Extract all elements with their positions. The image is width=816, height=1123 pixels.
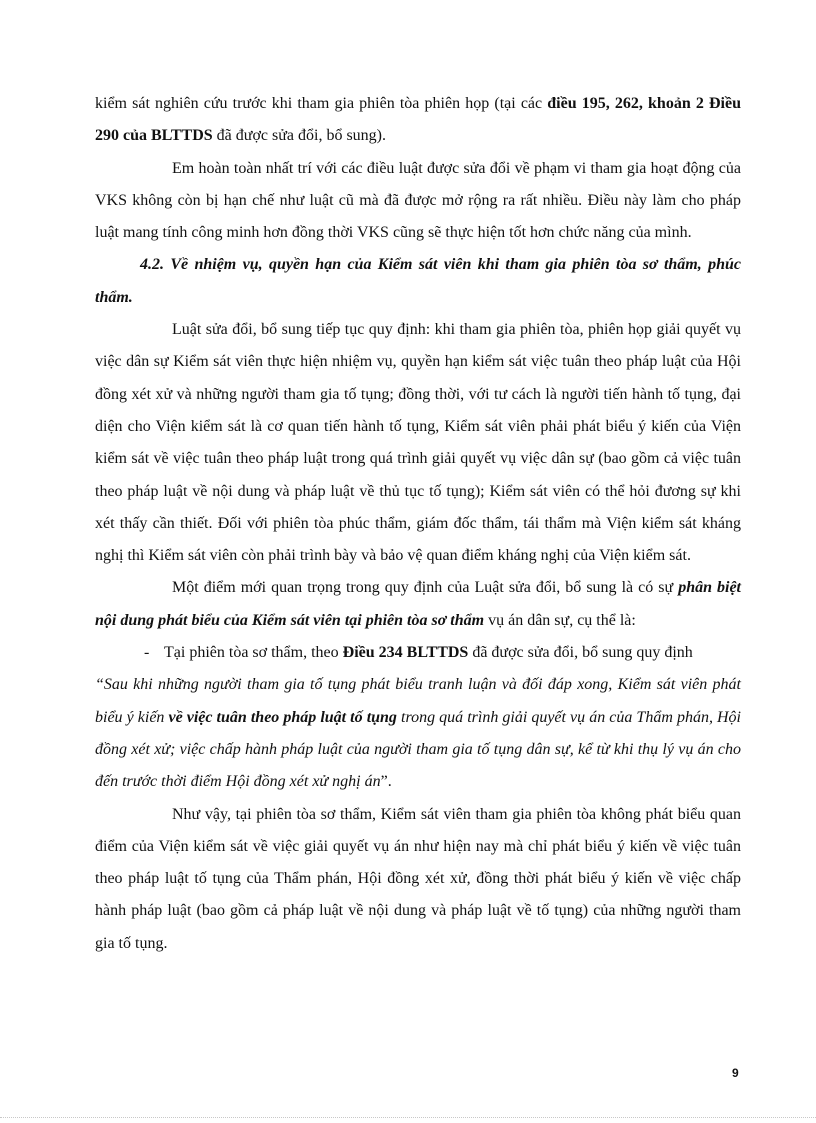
paragraph-3: Luật sửa đổi, bổ sung tiếp tục quy định: khi tham gia phiên tòa, phiên họp giải quyết vụ việc dân sự Kiểm sát viên thực hiện nhiệm vụ, quyền hạn kiểm sát việc tuân theo pháp luật của Hội đồng xét xử và những người tham gia tố tụng; đồng thời, với tư cách là người tiến hành tố tụng, đại diện cho Viện kiểm sát là cơ quan tiến hành tố tụng, Kiểm sát viên phải phát biểu ý kiến của Viện kiểm sát về việc tuân theo pháp luật trong quá trình giải quyết vụ việc dân sự (bao gồm cả việc tuân theo pháp luật về nội dung và pháp luật về thủ tục tố tụng); Kiểm sát viên có thể hỏi đương sự khi xét thấy cần thiết. Đối với phiên tòa phúc thẩm, giám đốc thẩm, tái thẩm mà Viện kiểm sát kháng nghị thì Kiểm sát viên còn phải trình bày và bảo vệ quan điểm kháng nghị của Viện kiểm sát. (95, 321, 741, 565)
quoted-provision (95, 669, 741, 798)
paragraph-text: vụ án dân sự, cụ thể là: (484, 611, 636, 629)
bullet-item (95, 637, 741, 798)
paragraph-1 (95, 88, 741, 153)
document-body (95, 88, 741, 960)
page-number: 9 (732, 1066, 739, 1080)
quote-close: ”. (380, 773, 392, 791)
italic-quote: “Sau khi những người tham gia tố tụng phát biểu tranh luận và đối đáp xong, Kiểm sát viên phát biểu ý kiến (95, 676, 741, 726)
paragraph-text: đã được sửa đổi, bổ sung). (212, 127, 387, 145)
italic-quote: trong quá trình giải quyết vụ án của Thẩm phán, Hội đồng xét xử; việc chấp hành pháp luật của người tham gia tố tụng dân sự, kể từ khi thụ lý vụ án cho đến trước thời điểm Hội đồng xét xử nghị án (95, 708, 742, 791)
paragraph-text: Một điểm mới quan trọng trong quy định của Luật sửa đổi, bổ sung là có sự (172, 579, 679, 597)
paragraph-2: Em hoàn toàn nhất trí với các điều luật được sửa đổi về phạm vi tham gia hoạt động của VKS không còn bị hạn chế như luật cũ mà đã được mở rộng ra rất nhiều. Điều này làm cho pháp luật mang tính công minh hơn đồng thời VKS cũng sẽ thực hiện tốt hơn chức năng của mình. (95, 159, 741, 242)
paragraph-5: Như vậy, tại phiên tòa sơ thẩm, Kiểm sát viên tham gia phiên tòa không phát biểu quan điểm của Viện kiểm sát về việc giải quyết vụ án như hiện nay mà chỉ phát biểu ý kiến về việc tuân theo pháp luật tố tụng của Thẩm phán, Hội đồng xét xử, đồng thời phát biểu ý kiến về việc chấp hành pháp luật (bao gồm cả pháp luật về nội dung và pháp luật về tố tụng) của những người tham gia tố tụng. (95, 805, 741, 952)
paragraph-text: đã được sửa đổi, bổ sung quy định (468, 644, 693, 662)
paragraph-4 (95, 572, 741, 637)
bullet-dash: - (144, 644, 150, 662)
bold-italic-quote: về việc tuân theo pháp luật tố tụng (168, 708, 397, 726)
section-heading: 4.2. Về nhiệm vụ, quyền hạn của Kiểm sát viên khi tham gia phiên tòa sơ thẩm, phúc thẩm. (95, 256, 741, 306)
bold-law-reference: Điều 234 BLTTDS (342, 644, 469, 662)
bullet-intro (95, 637, 741, 669)
bold-italic-emphasis: phân biệt nội dung phát biểu của Kiểm sát viên tại phiên tòa sơ thẩm (95, 579, 741, 629)
paragraph-text: Tại phiên tòa sơ thẩm, theo (164, 644, 343, 662)
bold-law-reference: điều 195, 262, khoản 2 Điều 290 của BLTTDS (95, 95, 742, 145)
paragraph-text: kiểm sát nghiên cứu trước khi tham gia phiên tòa phiên họp (tại các (95, 95, 548, 112)
page-bottom-rule (0, 1117, 816, 1118)
